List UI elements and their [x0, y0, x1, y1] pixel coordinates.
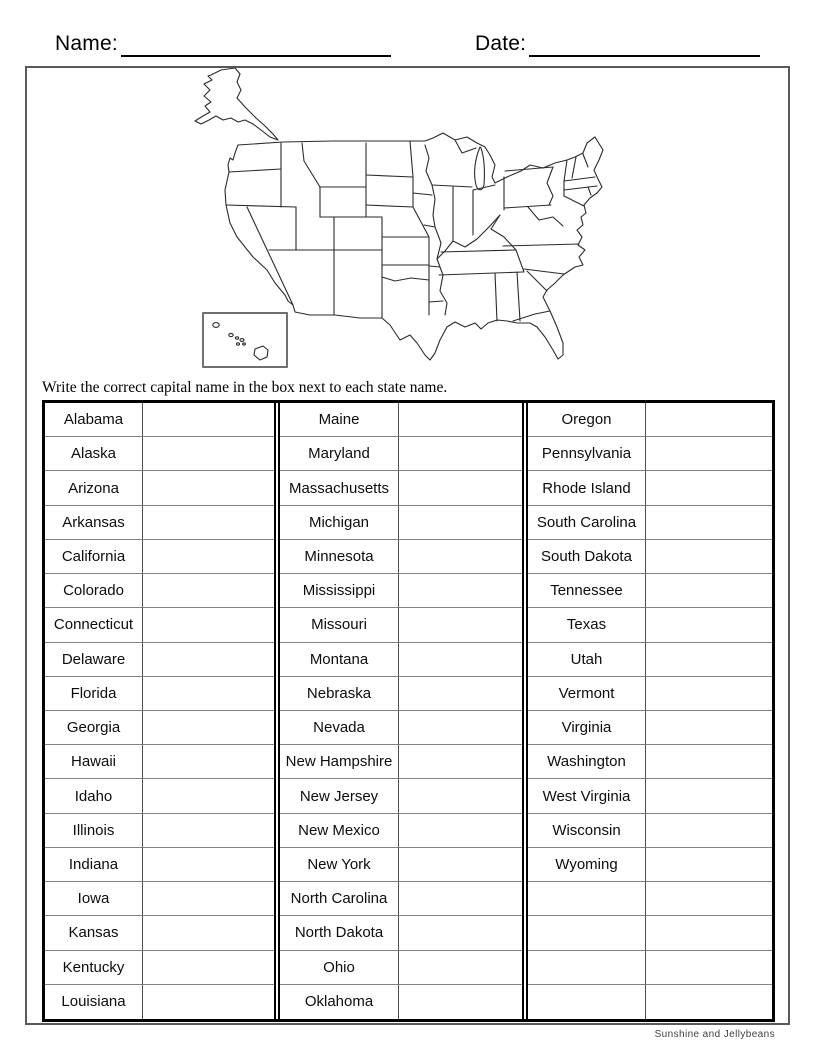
capital-answer-box[interactable] — [646, 643, 772, 677]
capital-answer-box[interactable] — [399, 916, 522, 950]
capital-answer-box[interactable] — [143, 745, 274, 779]
state-cell: Washington — [528, 745, 646, 779]
capital-answer-box[interactable] — [646, 745, 772, 779]
state-cell: Louisiana — [45, 985, 143, 1019]
state-cell: Michigan — [280, 506, 399, 540]
capital-answer-box[interactable] — [646, 471, 772, 505]
capital-answer-box[interactable] — [143, 951, 274, 985]
capital-answer-box[interactable] — [143, 848, 274, 882]
state-cell: Texas — [528, 608, 646, 642]
state-cell: Ohio — [280, 951, 399, 985]
capital-answer-box[interactable] — [399, 403, 522, 437]
capital-answer-box[interactable] — [143, 643, 274, 677]
state-cell: Kansas — [45, 916, 143, 950]
capital-answer-box[interactable] — [646, 916, 772, 950]
state-cell: Missouri — [280, 608, 399, 642]
capital-answer-box[interactable] — [143, 779, 274, 813]
state-cell: Montana — [280, 643, 399, 677]
state-cell: Arizona — [45, 471, 143, 505]
capital-answer-box[interactable] — [399, 677, 522, 711]
capital-answer-box[interactable] — [646, 437, 772, 471]
capital-answer-box[interactable] — [399, 437, 522, 471]
state-cell: Oregon — [528, 403, 646, 437]
state-cell: New Mexico — [280, 814, 399, 848]
capital-answer-box[interactable] — [143, 711, 274, 745]
state-cell: Maryland — [280, 437, 399, 471]
capital-answer-box[interactable] — [646, 506, 772, 540]
capital-answer-box[interactable] — [143, 882, 274, 916]
state-cell: Oklahoma — [280, 985, 399, 1019]
capital-answer-box[interactable] — [646, 779, 772, 813]
name-input-line[interactable] — [121, 33, 391, 57]
state-cell: Kentucky — [45, 951, 143, 985]
capital-answer-box[interactable] — [143, 985, 274, 1019]
hawaii-inset-box — [203, 313, 287, 367]
state-cell: Mississippi — [280, 574, 399, 608]
state-cell: South Carolina — [528, 506, 646, 540]
capital-answer-box[interactable] — [399, 711, 522, 745]
capital-answer-box[interactable] — [399, 506, 522, 540]
state-cell: Rhode Island — [528, 471, 646, 505]
date-input-line[interactable] — [529, 33, 760, 57]
capital-answer-box[interactable] — [646, 608, 772, 642]
state-cell: Nebraska — [280, 677, 399, 711]
table-column-group-3 — [522, 403, 772, 1019]
date-label: Date: — [475, 32, 527, 55]
state-cell: Alabama — [45, 403, 143, 437]
state-cell: New York — [280, 848, 399, 882]
state-cell: Utah — [528, 643, 646, 677]
capital-answer-box[interactable] — [399, 745, 522, 779]
us-states-outline-map — [183, 63, 607, 373]
capital-answer-box[interactable] — [399, 985, 522, 1019]
state-cell: Tennessee — [528, 574, 646, 608]
capital-answer-box[interactable] — [646, 540, 772, 574]
us-map-svg — [183, 63, 607, 373]
capital-answer-box[interactable] — [143, 437, 274, 471]
capital-answer-box[interactable] — [646, 951, 772, 985]
capital-answer-box[interactable] — [646, 711, 772, 745]
state-cell: Vermont — [528, 677, 646, 711]
state-cell: West Virginia — [528, 779, 646, 813]
capital-answer-box[interactable] — [143, 608, 274, 642]
state-cell: Virginia — [528, 711, 646, 745]
capital-answer-box[interactable] — [399, 848, 522, 882]
capitals-table — [42, 400, 775, 1022]
state-cell: Illinois — [45, 814, 143, 848]
state-cell: South Dakota — [528, 540, 646, 574]
capital-answer-box[interactable] — [143, 574, 274, 608]
state-cell: Pennsylvania — [528, 437, 646, 471]
footer-credit: Sunshine and Jellybeans — [654, 1029, 775, 1040]
state-cell-empty — [528, 916, 646, 950]
capital-answer-box[interactable] — [399, 643, 522, 677]
capital-answer-box[interactable] — [399, 814, 522, 848]
capital-answer-box[interactable] — [646, 574, 772, 608]
state-cell: Hawaii — [45, 745, 143, 779]
capital-answer-box[interactable] — [143, 540, 274, 574]
state-cell: North Carolina — [280, 882, 399, 916]
table-column-group-2 — [274, 403, 522, 1019]
state-cell-empty — [528, 882, 646, 916]
capital-answer-box[interactable] — [399, 608, 522, 642]
instruction-text: Write the correct capital name in the box next to each state name. — [42, 379, 448, 396]
capital-answer-box[interactable] — [143, 677, 274, 711]
capital-answer-box[interactable] — [399, 574, 522, 608]
table-column-group-1 — [45, 403, 274, 1019]
capital-answer-box[interactable] — [646, 677, 772, 711]
state-cell: Massachusetts — [280, 471, 399, 505]
state-cell: Idaho — [45, 779, 143, 813]
capital-answer-box[interactable] — [646, 814, 772, 848]
state-cell: Nevada — [280, 711, 399, 745]
capital-answer-box[interactable] — [143, 814, 274, 848]
state-cell: Delaware — [45, 643, 143, 677]
state-cell: Florida — [45, 677, 143, 711]
capital-answer-box[interactable] — [646, 848, 772, 882]
state-cell: Iowa — [45, 882, 143, 916]
state-cell: Minnesota — [280, 540, 399, 574]
state-cell: Alaska — [45, 437, 143, 471]
state-cell: Indiana — [45, 848, 143, 882]
state-cell: Wisconsin — [528, 814, 646, 848]
lake-michigan — [475, 147, 485, 190]
state-cell: Maine — [280, 403, 399, 437]
capital-answer-box[interactable] — [646, 403, 772, 437]
alaska-outline — [195, 68, 278, 140]
name-label: Name: — [55, 32, 118, 55]
capital-answer-box[interactable] — [143, 403, 274, 437]
capital-answer-box[interactable] — [143, 506, 274, 540]
capital-answer-box[interactable] — [646, 882, 772, 916]
capital-answer-box[interactable] — [143, 471, 274, 505]
state-cell: New Hampshire — [280, 745, 399, 779]
state-cell-empty — [528, 985, 646, 1019]
state-cell: New Jersey — [280, 779, 399, 813]
state-cell: North Dakota — [280, 916, 399, 950]
capital-answer-box[interactable] — [399, 540, 522, 574]
capital-answer-box[interactable] — [399, 882, 522, 916]
state-cell: Georgia — [45, 711, 143, 745]
capital-answer-box[interactable] — [399, 951, 522, 985]
capital-answer-box[interactable] — [143, 916, 274, 950]
state-cell: Wyoming — [528, 848, 646, 882]
hawaii-big-island — [254, 346, 268, 360]
state-cell: Arkansas — [45, 506, 143, 540]
capital-answer-box[interactable] — [399, 779, 522, 813]
state-cell: California — [45, 540, 143, 574]
state-cell: Colorado — [45, 574, 143, 608]
capital-answer-box[interactable] — [646, 985, 772, 1019]
capital-answer-box[interactable] — [399, 471, 522, 505]
state-cell-empty — [528, 951, 646, 985]
state-cell: Connecticut — [45, 608, 143, 642]
